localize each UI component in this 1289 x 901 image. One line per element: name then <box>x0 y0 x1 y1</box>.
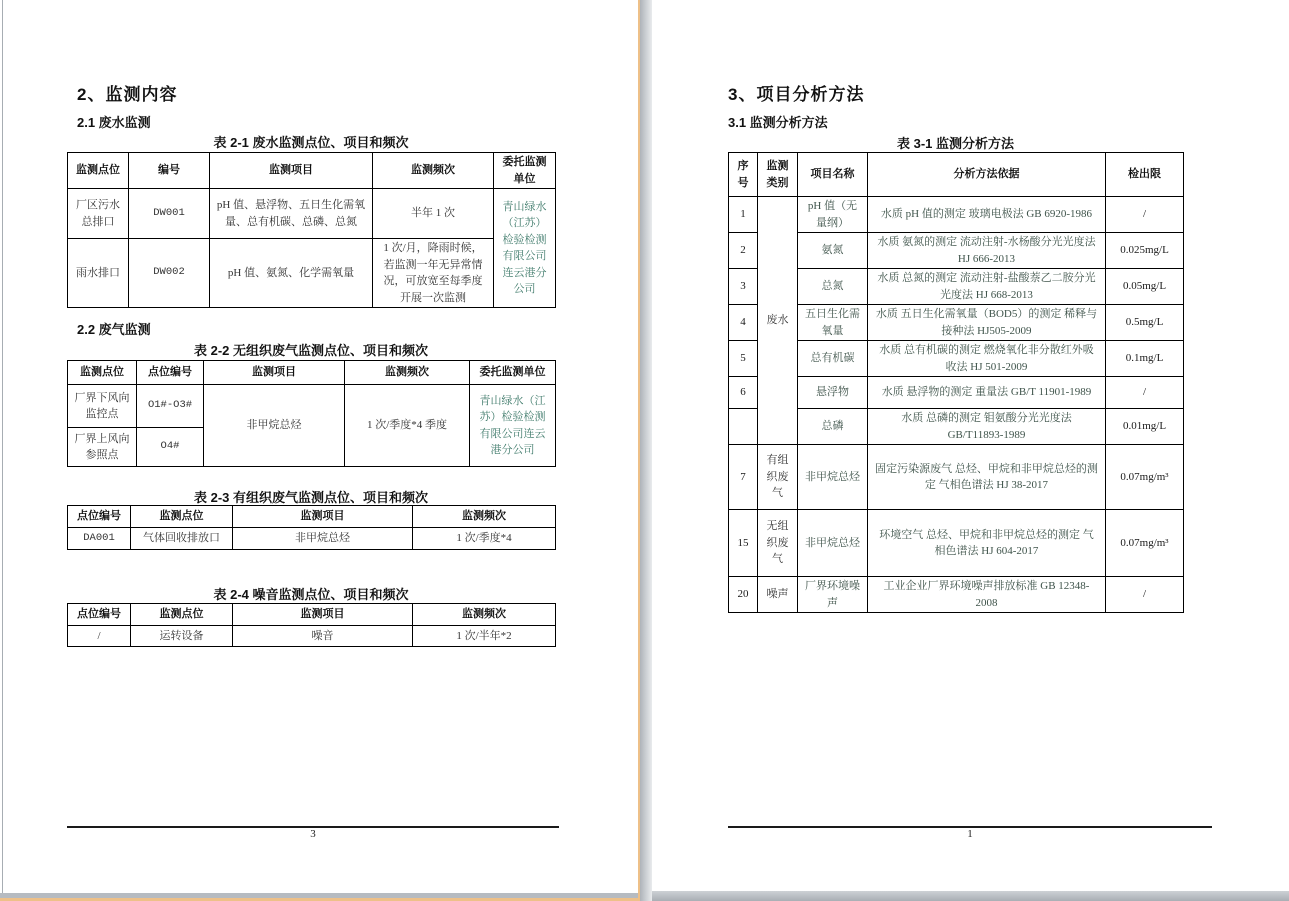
cell-limit: 0.05mg/L <box>1106 269 1184 305</box>
cell-items: 非甲烷总烃 <box>204 385 345 467</box>
table-2-1-title: 表 2-1 废水监测点位、项目和频次 <box>213 135 409 150</box>
column-header: 监测频次 <box>413 604 556 626</box>
column-header: 监测项目 <box>233 604 413 626</box>
cell-method: 水质 总有机碳的测定 燃烧氧化非分散红外吸收法 HJ 501-2009 <box>868 341 1106 377</box>
table-row <box>68 385 556 428</box>
table-row <box>729 305 1184 341</box>
table-row <box>729 197 1184 233</box>
column-header: 编号 <box>129 153 210 189</box>
cell-item: 总有机碳 <box>798 341 868 377</box>
cell-point: 雨水排口 <box>68 239 129 308</box>
cell-entrusted-unit: 青山绿水（江苏）检验检测有限公司连云港分公司 <box>470 385 556 467</box>
column-header: 委托监测单位 <box>470 361 556 385</box>
table-row <box>68 189 556 239</box>
cell-item: 非甲烷总烃 <box>798 445 868 510</box>
table-2-4-title: 表 2-4 噪音监测点位、项目和频次 <box>213 587 409 602</box>
column-header: 监测频次 <box>345 361 470 385</box>
cell-items: pH 值、氨氮、化学需氧量 <box>210 239 373 308</box>
cell-limit: 0.07mg/m³ <box>1106 510 1184 577</box>
table-row <box>729 341 1184 377</box>
cell-seq: 6 <box>729 377 758 409</box>
cell-point: 厂区污水总排口 <box>68 189 129 239</box>
cell-point: 运转设备 <box>131 626 233 647</box>
cell-seq: 3 <box>729 269 758 305</box>
cell-category-fugitive-gas: 无组织废气 <box>758 510 798 577</box>
table-row <box>68 528 556 550</box>
subsection-3-1: 3.1 监测分析方法 <box>728 115 828 130</box>
cell-code: O4# <box>137 428 204 467</box>
table-row <box>68 604 556 626</box>
column-header: 监测类别 <box>758 153 798 197</box>
table-row <box>729 269 1184 305</box>
section-heading-3: 3、项目分析方法 <box>728 85 865 104</box>
cell-code: / <box>68 626 131 647</box>
column-header: 监测点位 <box>131 604 233 626</box>
cell-point: 气体回收排放口 <box>131 528 233 550</box>
column-header: 监测频次 <box>413 506 556 528</box>
cell-seq: 15 <box>729 510 758 577</box>
cell-method: 水质 总氮的测定 流动注射-盐酸萘乙二胺分光光度法 HJ 668-2013 <box>868 269 1106 305</box>
column-header: 监测项目 <box>233 506 413 528</box>
table-row <box>729 377 1184 409</box>
table-2-2-title: 表 2-2 无组织废气监测点位、项目和频次 <box>193 343 428 358</box>
table-row <box>729 510 1184 577</box>
column-header: 监测频次 <box>373 153 494 189</box>
table-row <box>729 409 1184 445</box>
cell-code: DA001 <box>68 528 131 550</box>
cell-items: pH 值、悬浮物、五日生化需氧量、总有机碳、总磷、总氮 <box>210 189 373 239</box>
cell-method: 环境空气 总烃、甲烷和非甲烷总烃的测定 气相色谱法 HJ 604-2017 <box>868 510 1106 577</box>
table-3-1-title: 表 3-1 监测分析方法 <box>896 136 1014 151</box>
cell-point: 厂界上风向参照点 <box>68 428 137 467</box>
column-header: 序号 <box>729 153 758 197</box>
cell-limit: / <box>1106 577 1184 613</box>
cell-limit: 0.07mg/m³ <box>1106 445 1184 510</box>
subsection-2-1: 2.1 废水监测 <box>77 115 151 130</box>
cell-item: 厂界环境噪声 <box>798 577 868 613</box>
cell-seq: 2 <box>729 233 758 269</box>
table-row <box>729 153 1184 197</box>
cell-point: 厂界下风向监控点 <box>68 385 137 428</box>
page-left-edge-line <box>2 0 3 893</box>
cell-limit: 0.025mg/L <box>1106 233 1184 269</box>
cell-method: 水质 pH 值的测定 玻璃电极法 GB 6920-1986 <box>868 197 1106 233</box>
table-row <box>729 577 1184 613</box>
cell-items: 噪音 <box>233 626 413 647</box>
cell-frequency: 1 次/月，降雨时候，若监测一年无异常情况，可放宽至每季度开展一次监测 <box>373 239 494 308</box>
page-number: 1 <box>967 828 973 840</box>
table-row <box>68 506 556 528</box>
table-row <box>729 233 1184 269</box>
cell-seq: 4 <box>729 305 758 341</box>
cell-item: 非甲烷总烃 <box>798 510 868 577</box>
cell-method: 工业企业厂界环境噪声排放标准 GB 12348-2008 <box>868 577 1106 613</box>
cell-method: 固定污染源废气 总烃、甲烷和非甲烷总烃的测定 气相色谱法 HJ 38-2017 <box>868 445 1106 510</box>
cell-method: 水质 悬浮物的测定 重量法 GB/T 11901-1989 <box>868 377 1106 409</box>
column-header: 监测项目 <box>204 361 345 385</box>
table-row <box>68 153 556 189</box>
cell-category-noise: 噪声 <box>758 577 798 613</box>
column-header: 分析方法依据 <box>868 153 1106 197</box>
cell-code: DW002 <box>129 239 210 308</box>
column-header: 委托监测单位 <box>494 153 556 189</box>
page-gap-shadow <box>638 0 652 901</box>
table-2-3-title: 表 2-3 有组织废气监测点位、项目和频次 <box>193 490 428 505</box>
page-left <box>0 0 638 893</box>
table-row <box>68 361 556 385</box>
cell-code: O1#-O3# <box>137 385 204 428</box>
cell-seq: 20 <box>729 577 758 613</box>
cell-item: 五日生化需氧量 <box>798 305 868 341</box>
page-number: 3 <box>310 828 316 840</box>
cell-limit: / <box>1106 197 1184 233</box>
cell-limit: 0.01mg/L <box>1106 409 1184 445</box>
cell-frequency: 1 次/季度*4 <box>413 528 556 550</box>
column-header: 监测点位 <box>131 506 233 528</box>
table-2-4 <box>67 603 556 647</box>
column-header: 点位编号 <box>68 604 131 626</box>
cell-item: 悬浮物 <box>798 377 868 409</box>
cell-code: DW001 <box>129 189 210 239</box>
column-header: 点位编号 <box>137 361 204 385</box>
cell-frequency: 半年 1 次 <box>373 189 494 239</box>
column-header: 点位编号 <box>68 506 131 528</box>
cell-seq: 1 <box>729 197 758 233</box>
cell-limit: / <box>1106 377 1184 409</box>
table-row <box>68 239 556 308</box>
cell-frequency: 1 次/半年*2 <box>413 626 556 647</box>
table-2-2 <box>67 360 556 467</box>
cell-items: 非甲烷总烃 <box>233 528 413 550</box>
cell-method: 水质 氨氮的测定 流动注射-水杨酸分光光度法 HJ 666-2013 <box>868 233 1106 269</box>
column-header: 监测项目 <box>210 153 373 189</box>
cell-item: 氨氮 <box>798 233 868 269</box>
cell-category-wastewater: 废水 <box>758 197 798 445</box>
column-header: 监测点位 <box>68 361 137 385</box>
cell-limit: 0.1mg/L <box>1106 341 1184 377</box>
cell-item: 总磷 <box>798 409 868 445</box>
subsection-2-2: 2.2 废气监测 <box>77 322 151 337</box>
column-header: 项目名称 <box>798 153 868 197</box>
table-row <box>729 445 1184 510</box>
page-right <box>652 0 1289 893</box>
cell-seq: 7 <box>729 445 758 510</box>
table-row <box>68 626 556 647</box>
column-header: 检出限 <box>1106 153 1184 197</box>
table-3-1 <box>728 152 1184 613</box>
table-2-1 <box>67 152 556 308</box>
cell-entrusted-unit: 青山绿水（江苏）检验检测有限公司连云港分公司 <box>494 189 556 308</box>
cell-method: 水质 五日生化需氧量（BOD5）的测定 稀释与接种法 HJ505-2009 <box>868 305 1106 341</box>
cell-item: pH 值（无量纲） <box>798 197 868 233</box>
cell-category-organized-gas: 有组织废气 <box>758 445 798 510</box>
page-bottom-shadow-right <box>652 891 1289 901</box>
cell-frequency: 1 次/季度*4 季度 <box>345 385 470 467</box>
cell-item: 总氮 <box>798 269 868 305</box>
cell-seq <box>729 409 758 445</box>
table-2-3 <box>67 505 556 550</box>
cell-seq: 5 <box>729 341 758 377</box>
cell-method: 水质 总磷的测定 钼氨酸分光光度法 GB/T11893-1989 <box>868 409 1106 445</box>
column-header: 监测点位 <box>68 153 129 189</box>
cell-limit: 0.5mg/L <box>1106 305 1184 341</box>
section-heading-2: 2、监测内容 <box>77 85 178 104</box>
